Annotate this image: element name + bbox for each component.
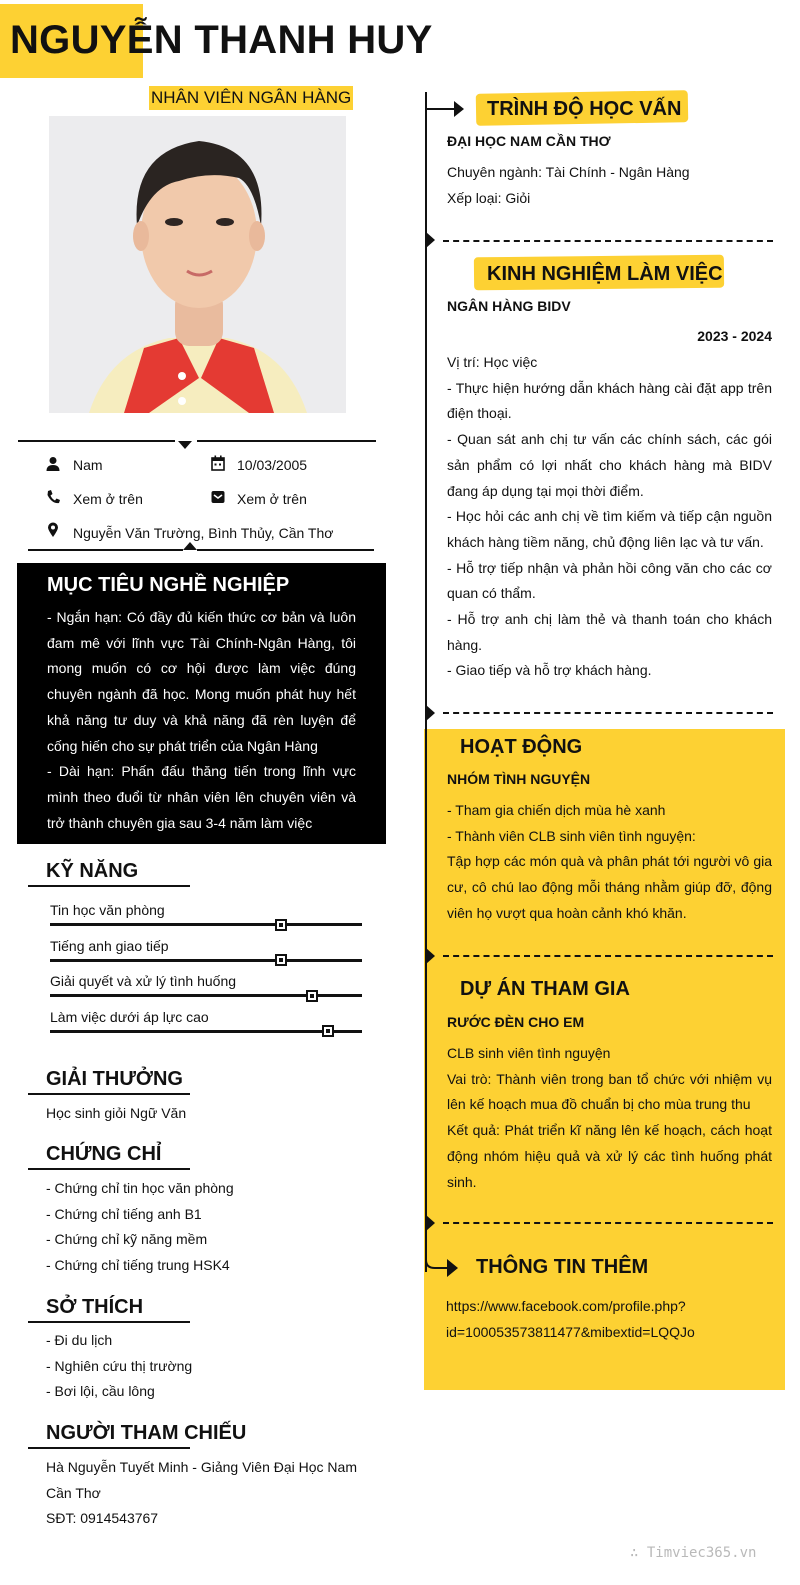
reference-phone: SĐT: 0914543767 <box>46 1510 159 1527</box>
objective-short-term: - Ngắn hạn: Có đầy đủ kiến thức cơ bản và luôn đam mê với lĩnh vực Tài Chính-Ngân Hàng, tôi mong muốn có cơ hội được làm việc đúng chuyên ngành đã học. Mong muốn phát huy hết khả năng tư duy và khả năng đã rèn luyện để cống hiến cho sự phát triển của Ngân Hàng <box>47 609 356 754</box>
phone-value: Xem ở trên <box>73 491 143 507</box>
email-value: Xem ở trên <box>237 491 307 507</box>
portrait-illustration <box>49 116 346 413</box>
phone-icon <box>46 489 60 505</box>
hobby-item: - Bơi lội, cầu lông <box>46 1383 155 1400</box>
experience-line: Vị trí: Học việc <box>447 354 538 370</box>
timeline-arrow-top-icon <box>425 98 467 120</box>
info-top-marker <box>178 441 192 449</box>
info-top-rule-right <box>197 440 376 442</box>
skill-label: Tiếng anh giao tiếp <box>50 937 169 954</box>
experience-line: - Hỗ trợ tiếp nhận và phản hồi công văn cho các cơ quan có thẩm. <box>447 559 772 602</box>
experience-line: - Quan sát anh chị tư vấn các chính sách, các gói sản phẩm có lợi nhất cho khách hàng mà BIDV đang áp dụng tại mọi thời điểm. <box>447 431 772 499</box>
timeline-marker <box>426 948 435 964</box>
award-item: Học sinh giỏi Ngữ Văn <box>46 1105 187 1121</box>
info-bottom-rule-right <box>197 549 374 551</box>
experience-line: - Học hỏi các anh chị về tìm kiếm và tiếp cận nguồn khách hàng tiềm năng, chủ động liên lạc và tư vấn. <box>447 508 772 550</box>
divider <box>443 240 773 242</box>
career-objective-title: MỤC TIÊU NGHỀ NGHIỆP <box>47 574 290 596</box>
additional-info-title: THÔNG TIN THÊM <box>476 1256 649 1278</box>
reference-person: Hà Nguyễn Tuyết Minh - Giảng Viên Đại Học Nam Cần Thơ <box>46 1459 357 1501</box>
references-title: NGƯỜI THAM CHIẾU <box>46 1422 247 1444</box>
additional-info-text <box>446 1294 771 1345</box>
activities-title: HOẠT ĐỘNG <box>460 736 583 758</box>
calendar-icon <box>211 455 225 471</box>
education-details <box>447 160 772 211</box>
hobbies-underline <box>28 1321 190 1323</box>
certificates-title: CHỨNG CHỈ <box>46 1143 162 1165</box>
references-underline <box>28 1447 190 1449</box>
projects-title: DỰ ÁN THAM GIA <box>460 978 630 1000</box>
gender-value: Nam <box>73 457 103 473</box>
hobby-item: - Nghiên cứu thị trường <box>46 1357 193 1374</box>
experience-details <box>447 350 772 684</box>
experience-line: - Giao tiếp và hỗ trợ khách hàng. <box>447 662 652 679</box>
references-list <box>46 1455 386 1532</box>
activity-line: - Thành viên CLB sinh viên tình nguyện: <box>447 827 696 844</box>
facebook-link-part1[interactable]: https://www.facebook.com/profile.php? <box>446 1298 686 1314</box>
timeline-marker <box>426 1215 435 1231</box>
certificate-item: - Chứng chỉ tiếng anh B1 <box>46 1205 202 1222</box>
divider <box>443 1222 773 1224</box>
job-title: NHÂN VIÊN NGÂN HÀNG <box>149 86 353 110</box>
experience-line: - Thực hiện hướng dẫn khách hàng cài đặt app trên điện thoại. <box>447 379 772 422</box>
awards-list <box>46 1101 186 1127</box>
awards-underline <box>28 1093 190 1095</box>
project-line: Kết quả: Phát triển kĩ năng lên kế hoạch, cách hoạt động nhóm hiệu quả và xử lý các tình huống phát sinh. <box>447 1122 772 1190</box>
address-value: Nguyễn Văn Trường, Bình Thủy, Cần Thơ <box>73 525 334 541</box>
skill-level-knob <box>306 990 318 1002</box>
experience-company: NGÂN HÀNG BIDV <box>447 298 571 314</box>
education-grade: Xếp loại: Giỏi <box>447 189 531 206</box>
skill-bar <box>50 1030 362 1033</box>
activities-details <box>447 798 772 927</box>
skills-underline <box>28 885 190 887</box>
career-objective-box <box>17 563 386 844</box>
skill-label: Tin học văn phòng <box>50 902 165 918</box>
certificates-underline <box>28 1168 190 1170</box>
user-icon <box>46 456 60 472</box>
timeline-arrow-bottom-icon <box>425 1252 461 1282</box>
hobbies-list <box>46 1328 192 1405</box>
project-details <box>447 1041 772 1195</box>
activity-line: Tập hợp các món quà và phân phát tới người vô gia cư, cô chú lao động mỗi tháng nhằm giúp đỡ, động viên họ vượt qua hoàn cảnh khó khăn. <box>447 853 772 921</box>
facebook-link-part2[interactable]: id=100053573811477&mibextid=LQQJo <box>446 1323 695 1340</box>
timeline-marker <box>426 705 435 721</box>
experience-period: 2023 - 2024 <box>697 328 772 344</box>
skill-bar <box>50 923 362 926</box>
education-school: ĐẠI HỌC NAM CẦN THƠ <box>447 133 611 149</box>
divider <box>443 955 773 957</box>
email-icon <box>211 489 225 505</box>
project-line: Vai trò: Thành viên trong ban tổ chức với nhiệm vụ lên kế hoạch mua đồ chuẩn bị cho mùa trung thu <box>447 1070 772 1113</box>
activity-line: - Tham gia chiến dịch mùa hè xanh <box>447 802 666 818</box>
certificate-item: - Chứng chỉ kỹ năng mềm <box>46 1231 208 1248</box>
hobbies-title: SỞ THÍCH <box>46 1296 144 1318</box>
experience-line: - Hỗ trợ anh chị làm thẻ và thanh toán cho khách hàng. <box>447 611 772 653</box>
education-title: TRÌNH ĐỘ HỌC VẤN <box>487 98 682 120</box>
timeline-line <box>425 92 427 1272</box>
location-icon <box>46 522 60 538</box>
site-watermark: ∴ Timviec365.vn <box>630 1545 757 1561</box>
timeline-marker <box>426 232 435 248</box>
experience-title: KINH NGHIỆM LÀM VIỆC <box>487 263 723 285</box>
skills-title: KỸ NĂNG <box>46 860 139 882</box>
info-bottom-marker <box>183 542 197 550</box>
skill-level-knob <box>275 919 287 931</box>
project-name: RƯỚC ĐÈN CHO EM <box>447 1014 585 1030</box>
candidate-name: NGUYỄN THANH HUY <box>10 18 433 62</box>
info-top-rule-left <box>18 440 175 442</box>
project-line: CLB sinh viên tình nguyện <box>447 1045 611 1061</box>
activities-org: NHÓM TÌNH NGUYỆN <box>447 771 591 787</box>
certificates-list <box>46 1176 234 1279</box>
skill-label: Làm việc dưới áp lực cao <box>50 1008 209 1025</box>
skill-level-knob <box>275 954 287 966</box>
education-major: Chuyên ngành: Tài Chính - Ngân Hàng <box>447 164 690 180</box>
profile-photo <box>49 116 346 413</box>
awards-title: GIẢI THƯỞNG <box>46 1068 183 1090</box>
skill-label: Giải quyết và xử lý tình huống <box>50 973 237 989</box>
certificate-item: - Chứng chỉ tin học văn phòng <box>46 1180 234 1196</box>
skill-level-knob <box>322 1025 334 1037</box>
certificate-item: - Chứng chỉ tiếng trung HSK4 <box>46 1257 230 1274</box>
hobby-item: - Đi du lịch <box>46 1332 113 1348</box>
skill-bar <box>50 959 362 962</box>
info-bottom-rule-left <box>28 549 183 551</box>
divider <box>443 712 773 714</box>
objective-long-term: - Dài hạn: Phấn đấu thăng tiến trong lĩnh vực mình theo đuổi từ nhân viên lên chuyên viên và trở thành chuyên gia sau 3-4 năm làm việc <box>47 763 356 831</box>
birthday-value: 10/03/2005 <box>237 457 308 473</box>
